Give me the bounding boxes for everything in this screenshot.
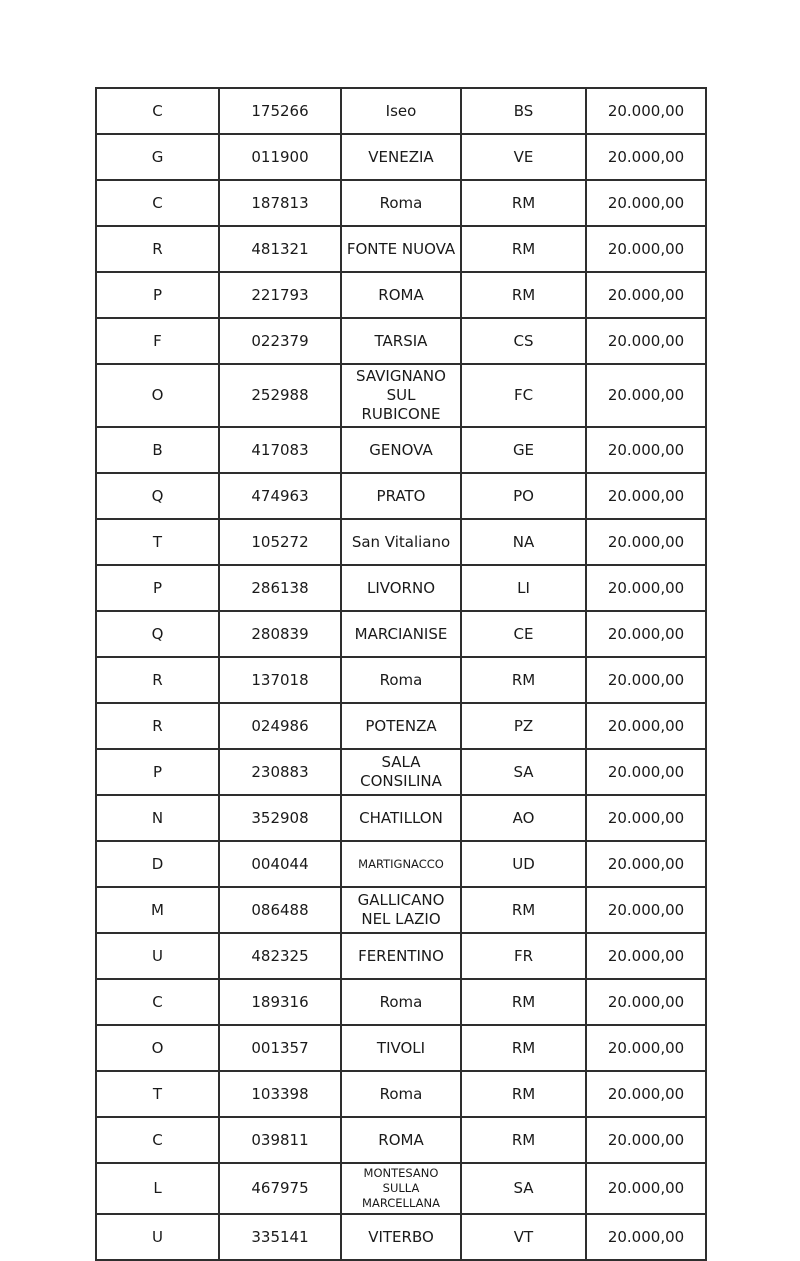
- cell-code: 352908: [219, 795, 341, 841]
- table-row: [96, 318, 706, 364]
- table-row: [96, 703, 706, 749]
- cell-province: SA: [461, 749, 586, 795]
- cell-province: CS: [461, 318, 586, 364]
- table-container: [95, 87, 705, 1261]
- cell-amount: 20.000,00: [586, 134, 706, 180]
- cell-code: 335141: [219, 1214, 341, 1260]
- cell-code: 024986: [219, 703, 341, 749]
- table-row: [96, 1214, 706, 1260]
- cell-city: MONTESANO SULLA MARCELLANA: [341, 1163, 461, 1214]
- table-row: [96, 1025, 706, 1071]
- cell-province: GE: [461, 427, 586, 473]
- cell-code: 221793: [219, 272, 341, 318]
- cell-code: 039811: [219, 1117, 341, 1163]
- cell-province: RM: [461, 979, 586, 1025]
- cell-amount: 20.000,00: [586, 364, 706, 427]
- cell-city: LIVORNO: [341, 565, 461, 611]
- cell-category: R: [96, 657, 219, 703]
- table-row: [96, 795, 706, 841]
- cell-amount: 20.000,00: [586, 1025, 706, 1071]
- cell-province: RM: [461, 1025, 586, 1071]
- cell-category: O: [96, 1025, 219, 1071]
- cell-category: P: [96, 749, 219, 795]
- cell-category: M: [96, 887, 219, 933]
- table-row: [96, 272, 706, 318]
- cell-category: O: [96, 364, 219, 427]
- cell-province: PO: [461, 473, 586, 519]
- cell-amount: 20.000,00: [586, 427, 706, 473]
- cell-category: D: [96, 841, 219, 887]
- table-row: [96, 1071, 706, 1117]
- cell-category: B: [96, 427, 219, 473]
- cell-city: VITERBO: [341, 1214, 461, 1260]
- table-row: [96, 1163, 706, 1214]
- cell-code: 417083: [219, 427, 341, 473]
- cell-province: RM: [461, 1117, 586, 1163]
- cell-province: LI: [461, 565, 586, 611]
- cell-code: 280839: [219, 611, 341, 657]
- table-row: [96, 611, 706, 657]
- cell-amount: 20.000,00: [586, 180, 706, 226]
- cell-city: TIVOLI: [341, 1025, 461, 1071]
- cell-city: Roma: [341, 1071, 461, 1117]
- cell-city: VENEZIA: [341, 134, 461, 180]
- cell-code: 022379: [219, 318, 341, 364]
- cell-province: BS: [461, 88, 586, 134]
- cell-category: Q: [96, 473, 219, 519]
- cell-amount: 20.000,00: [586, 703, 706, 749]
- cell-amount: 20.000,00: [586, 1214, 706, 1260]
- cell-amount: 20.000,00: [586, 318, 706, 364]
- cell-province: RM: [461, 1071, 586, 1117]
- cell-code: 474963: [219, 473, 341, 519]
- cell-province: FC: [461, 364, 586, 427]
- cell-code: 004044: [219, 841, 341, 887]
- cell-city: CHATILLON: [341, 795, 461, 841]
- cell-code: 481321: [219, 226, 341, 272]
- cell-city: Roma: [341, 979, 461, 1025]
- cell-province: VE: [461, 134, 586, 180]
- table-row: [96, 427, 706, 473]
- cell-city: Roma: [341, 180, 461, 226]
- cell-amount: 20.000,00: [586, 473, 706, 519]
- cell-amount: 20.000,00: [586, 272, 706, 318]
- cell-category: T: [96, 519, 219, 565]
- cell-amount: 20.000,00: [586, 933, 706, 979]
- cell-category: Q: [96, 611, 219, 657]
- table-row: [96, 933, 706, 979]
- cell-city: San Vitaliano: [341, 519, 461, 565]
- cell-category: P: [96, 565, 219, 611]
- cell-amount: 20.000,00: [586, 979, 706, 1025]
- cell-amount: 20.000,00: [586, 565, 706, 611]
- cell-province: NA: [461, 519, 586, 565]
- cell-city: MARTIGNACCO: [341, 841, 461, 887]
- cell-city: TARSIA: [341, 318, 461, 364]
- cell-code: 252988: [219, 364, 341, 427]
- cell-code: 189316: [219, 979, 341, 1025]
- cell-code: 105272: [219, 519, 341, 565]
- cell-code: 187813: [219, 180, 341, 226]
- table-row: [96, 364, 706, 427]
- table-body: [96, 88, 706, 1260]
- cell-city: ROMA: [341, 272, 461, 318]
- cell-city: MARCIANISE: [341, 611, 461, 657]
- cell-province: RM: [461, 887, 586, 933]
- cell-province: RM: [461, 272, 586, 318]
- cell-code: 001357: [219, 1025, 341, 1071]
- cell-category: F: [96, 318, 219, 364]
- table-row: [96, 887, 706, 933]
- cell-code: 230883: [219, 749, 341, 795]
- cell-code: 086488: [219, 887, 341, 933]
- cell-amount: 20.000,00: [586, 226, 706, 272]
- table-row: [96, 749, 706, 795]
- cell-code: 103398: [219, 1071, 341, 1117]
- table-row: [96, 180, 706, 226]
- cell-city: SAVIGNANO SUL RUBICONE: [341, 364, 461, 427]
- table-row: [96, 841, 706, 887]
- cell-amount: 20.000,00: [586, 795, 706, 841]
- cell-category: U: [96, 933, 219, 979]
- cell-code: 467975: [219, 1163, 341, 1214]
- cell-code: 175266: [219, 88, 341, 134]
- cell-category: C: [96, 1117, 219, 1163]
- cell-city: PRATO: [341, 473, 461, 519]
- cell-province: CE: [461, 611, 586, 657]
- cell-amount: 20.000,00: [586, 1071, 706, 1117]
- table-row: [96, 1117, 706, 1163]
- cell-province: PZ: [461, 703, 586, 749]
- cell-code: 137018: [219, 657, 341, 703]
- cell-amount: 20.000,00: [586, 887, 706, 933]
- cell-province: RM: [461, 226, 586, 272]
- cell-province: VT: [461, 1214, 586, 1260]
- table-row: [96, 226, 706, 272]
- table-row: [96, 88, 706, 134]
- cell-category: T: [96, 1071, 219, 1117]
- cell-amount: 20.000,00: [586, 657, 706, 703]
- cell-code: 011900: [219, 134, 341, 180]
- cell-category: G: [96, 134, 219, 180]
- table-row: [96, 565, 706, 611]
- cell-category: U: [96, 1214, 219, 1260]
- cell-city: ROMA: [341, 1117, 461, 1163]
- table-row: [96, 979, 706, 1025]
- cell-amount: 20.000,00: [586, 519, 706, 565]
- cell-category: R: [96, 703, 219, 749]
- cell-province: SA: [461, 1163, 586, 1214]
- cell-city: Iseo: [341, 88, 461, 134]
- data-table: [95, 87, 707, 1261]
- cell-city: FERENTINO: [341, 933, 461, 979]
- table-row: [96, 473, 706, 519]
- table-row: [96, 519, 706, 565]
- cell-province: UD: [461, 841, 586, 887]
- cell-city: GENOVA: [341, 427, 461, 473]
- table-row: [96, 134, 706, 180]
- cell-city: FONTE NUOVA: [341, 226, 461, 272]
- cell-city: GALLICANO NEL LAZIO: [341, 887, 461, 933]
- cell-city: POTENZA: [341, 703, 461, 749]
- cell-category: L: [96, 1163, 219, 1214]
- cell-category: P: [96, 272, 219, 318]
- cell-code: 482325: [219, 933, 341, 979]
- cell-province: AO: [461, 795, 586, 841]
- cell-amount: 20.000,00: [586, 1163, 706, 1214]
- cell-province: RM: [461, 657, 586, 703]
- cell-category: R: [96, 226, 219, 272]
- cell-category: C: [96, 88, 219, 134]
- cell-city: Roma: [341, 657, 461, 703]
- table-row: [96, 657, 706, 703]
- cell-category: N: [96, 795, 219, 841]
- cell-province: FR: [461, 933, 586, 979]
- cell-amount: 20.000,00: [586, 611, 706, 657]
- cell-province: RM: [461, 180, 586, 226]
- cell-amount: 20.000,00: [586, 841, 706, 887]
- cell-amount: 20.000,00: [586, 749, 706, 795]
- cell-amount: 20.000,00: [586, 1117, 706, 1163]
- cell-code: 286138: [219, 565, 341, 611]
- cell-category: C: [96, 180, 219, 226]
- cell-city: SALA CONSILINA: [341, 749, 461, 795]
- cell-amount: 20.000,00: [586, 88, 706, 134]
- cell-category: C: [96, 979, 219, 1025]
